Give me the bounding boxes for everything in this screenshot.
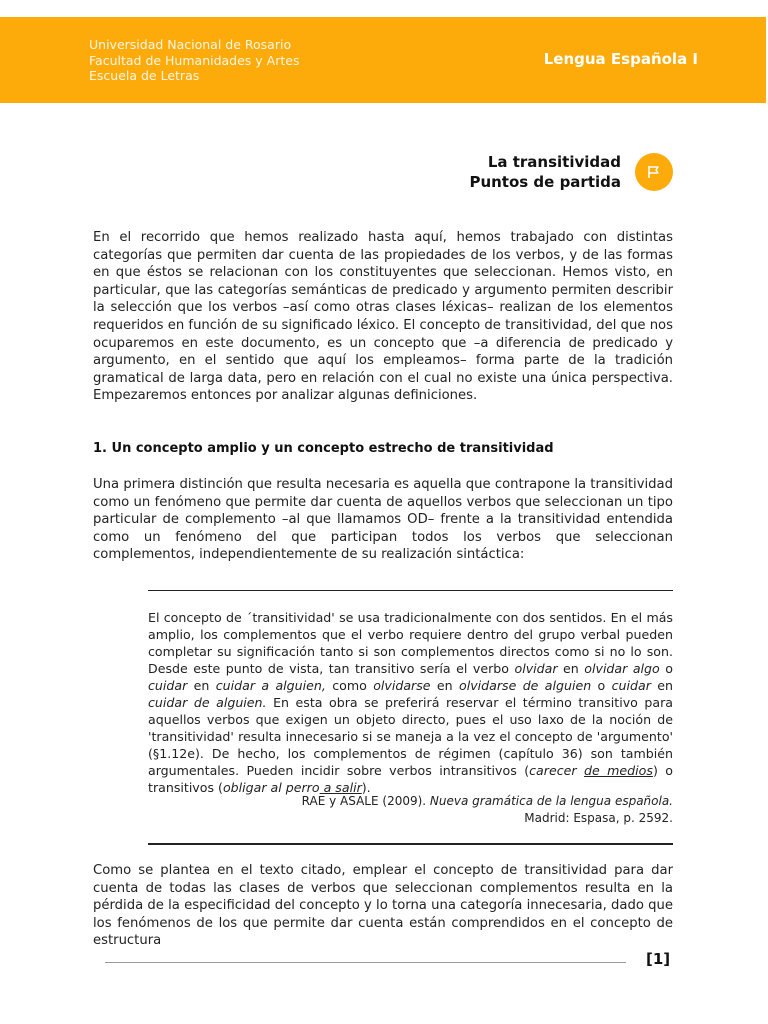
citation-author: RAE y ASALE (2009). (301, 794, 430, 808)
section-heading: 1. Un concepto amplio y un concepto estrecho de transitividad (93, 441, 554, 456)
citation-publisher: Madrid: Espasa, p. 2592. (524, 811, 673, 825)
quote-text: o (591, 678, 612, 693)
block-quote (148, 609, 673, 796)
quote-text: En esta obra se preferirá reservar el término transitivo para aquellos verbos que exigen un objeto directo, pues el uso laxo de la noción de 'transitividad' resulta innecesario si se maneja a la vez el concepto de 'argumento' (§1.12e). De hecho, los complementos de régimen (capítulo 36) son también argumentales. Pueden incidir sobre verbos intransitivos ( (148, 695, 674, 778)
header-banner (0, 17, 766, 103)
quote-italic: cuidar de alguien. (148, 695, 267, 710)
quote-text: ) o transitivos ( (148, 763, 674, 795)
footer-rule (105, 962, 626, 963)
quote-italic: olvidarse (373, 678, 431, 693)
quote-italic: obligar al perro (222, 780, 320, 795)
closing-paragraph: Como se plantea en el texto citado, emplear el concepto de transitividad para dar cuenta de todas las clases de verbos que seleccionan complementos resulta en la pérdida de la especificidad del concepto y lo torna una categoría innecesaria, dado que los fenómenos de los que permite dar cuenta están comprendidos en el concepto de estructura (93, 863, 673, 949)
citation-line (302, 793, 673, 810)
quote-italic: cuidar (611, 678, 651, 693)
quote-text: como (325, 678, 374, 693)
quote-text: o (659, 661, 673, 676)
quote-italic: carecer (529, 763, 584, 778)
quote-top-rule (148, 590, 673, 591)
quote-text: en (187, 678, 216, 693)
document-title (469, 152, 621, 192)
section-paragraph: Una primera distinción que resulta necesaria es aquella que contrapone la transitividad como un fenómeno que permite dar cuenta de aquellos verbos que seleccionan un tipo particular de complemento –al que llamamos OD– frente a la transitividad entendida como un fenómeno del que participan todos los verbos que seleccionan complementos, independientemente de su realización sintáctica: (93, 477, 673, 563)
quote-italic: olvidar algo (584, 661, 660, 676)
quote-text: El concepto de ´transitividad' se usa tradicionalmente con dos sentidos. En el más amplio, los complementos que el verbo requiere dentro del grupo verbal pueden completar su significación tanto si son complementos directos como si no lo son. Desde este punto de vista, tan transitivo sería el verbo (148, 610, 673, 676)
quote-italic: olvidar (514, 661, 558, 676)
course-title: Lengua Española I (543, 50, 698, 68)
institution-line: Facultad de Humanidades y Artes (89, 52, 300, 68)
quote-underlined: a salir (319, 780, 362, 795)
quote-text: en (650, 678, 673, 693)
quote-italic: olvidarse de alguien (458, 678, 592, 693)
quote-underlined: de medios (583, 763, 653, 778)
quote-text: en (430, 678, 459, 693)
quote-italic: cuidar (148, 678, 188, 693)
quote-text: ). (361, 780, 371, 795)
intro-paragraph: En el recorrido que hemos realizado hasta aquí, hemos trabajado con distintas categorías que permiten dar cuenta de las propiedades de los verbos, y de las formas en que éstos se relacionan con los constituyentes que seleccionan. Hemos visto, en particular, que las categorías semánticas de predicado y argumento permiten describir la selección que los verbos –así como otras clases léxicas– realizan de los elementos requeridos en función de su significado léxico. El concepto de transitividad, del que nos ocuparemos en este documento, es un concepto que –a diferencia de predicado y argumento, en el sentido que aquí los empleamos– forma parte de la tradición gramatical de larga data, pero en relación con el cual no existe una única perspectiva. Empezaremos entonces por analizar algunas definiciones. (93, 230, 673, 404)
institution-line: Escuela de Letras (89, 68, 200, 83)
institution-line: Universidad Nacional de Rosario (89, 37, 292, 52)
flag-icon (635, 153, 673, 191)
title-line: La transitividad (487, 153, 621, 171)
quote-bottom-rule (148, 843, 673, 845)
quote-italic: cuidar a alguien, (215, 678, 326, 693)
quote-text: en (557, 661, 585, 676)
institution-block (89, 37, 299, 84)
citation-work: Nueva gramática de la lengua española. (429, 794, 673, 808)
page-number: [1] (646, 950, 671, 968)
citation (302, 793, 673, 827)
subtitle-line: Puntos de partida (469, 173, 621, 191)
